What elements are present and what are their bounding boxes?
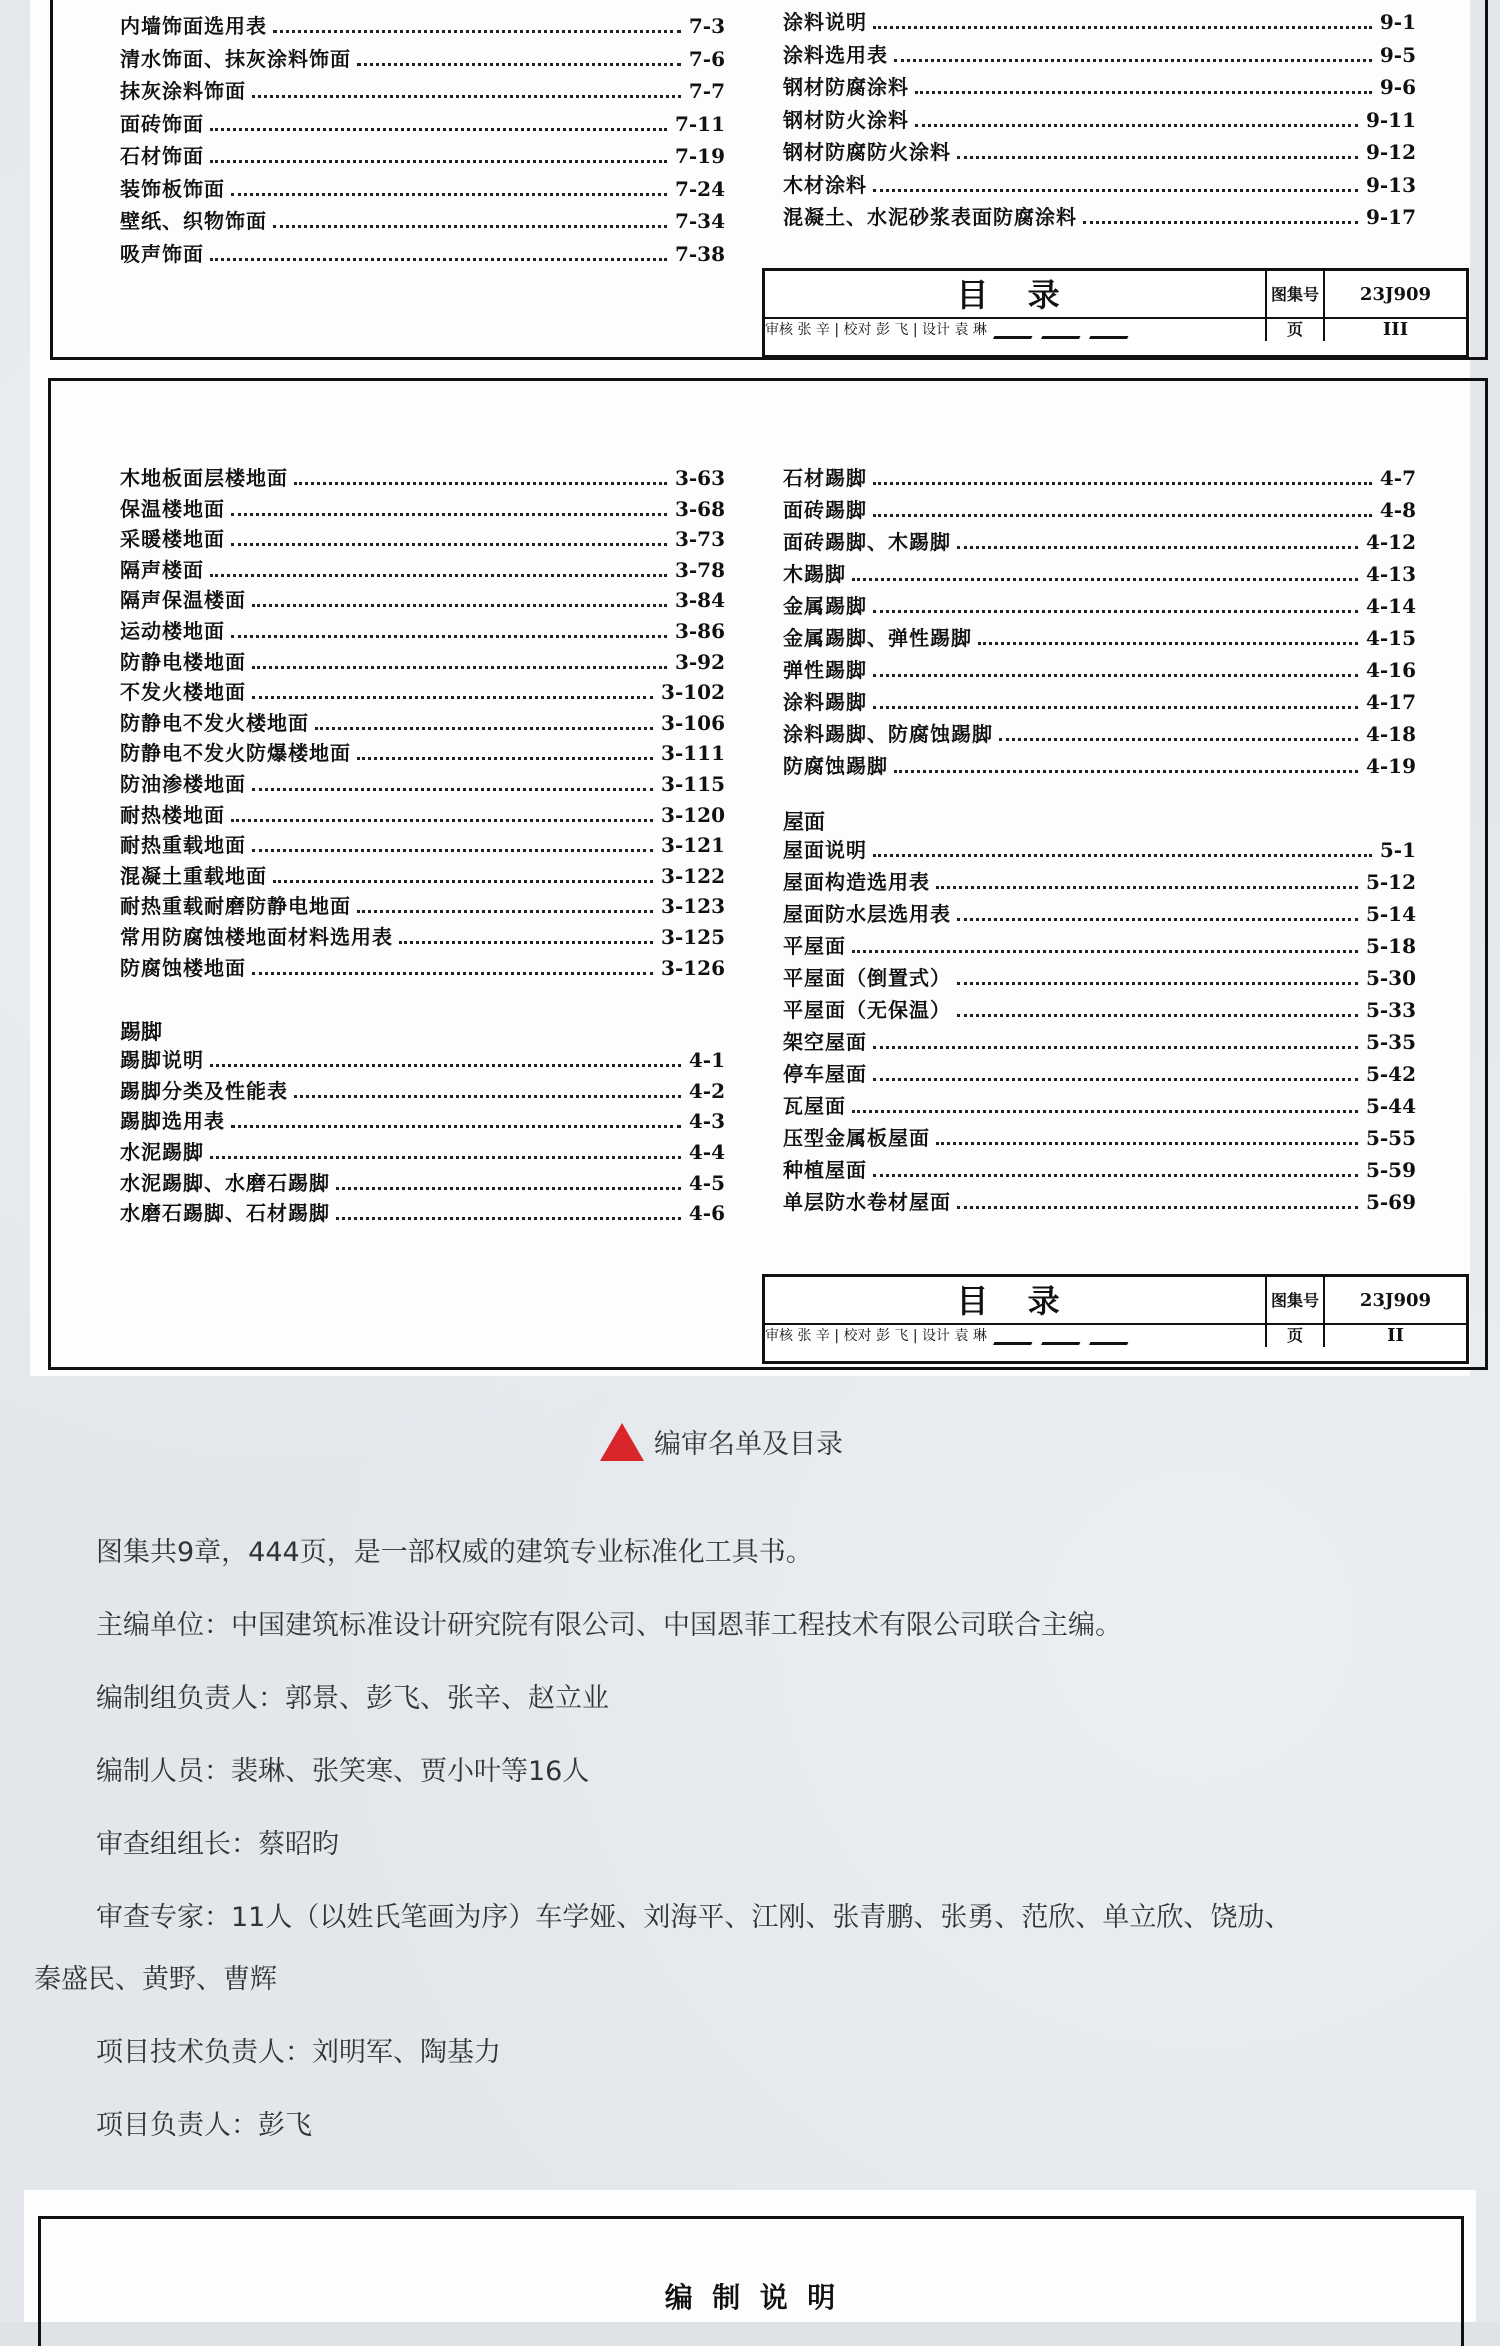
title-block — [762, 268, 1469, 358]
toc-entry-title: 水泥踢脚、水磨石踢脚 — [120, 1170, 330, 1195]
toc-entry-page: 9-1 — [1379, 10, 1416, 34]
toc-entry — [783, 8, 1416, 36]
toc-leader-dots — [231, 635, 667, 638]
toc-entry — [120, 1138, 725, 1166]
toc-leader-dots — [873, 610, 1358, 613]
toc-leader-dots — [336, 1187, 681, 1190]
toc-entry-page: 5-14 — [1365, 902, 1416, 926]
toc-entry-title: 面砖踢脚 — [783, 498, 867, 522]
toc-entry — [120, 525, 725, 553]
toc-entry — [783, 932, 1416, 960]
toc-entry — [120, 678, 725, 706]
info-line: 审查组组长：蔡昭昀 — [96, 1829, 339, 1860]
toc-entry-title: 踢脚说明 — [120, 1048, 204, 1073]
toc-leader-dots — [210, 1156, 681, 1159]
toc-entry — [783, 464, 1416, 492]
toc-entry-page: 5-42 — [1365, 1062, 1416, 1086]
signature-icon — [1089, 1328, 1135, 1345]
toc-entry — [120, 45, 725, 73]
toc-entry-page: 3-73 — [674, 527, 725, 552]
toc-entry-page: 4-1 — [688, 1048, 725, 1073]
toc-entry-page: 3-122 — [661, 863, 725, 888]
toc-entry-title: 装饰板饰面 — [120, 176, 225, 201]
toc-entry-page: 4-5 — [688, 1170, 725, 1195]
toc-leader-dots — [357, 63, 681, 66]
toc-leader-dots — [210, 1064, 681, 1067]
sheet-heading: 编 制 说 明 — [664, 2281, 836, 2314]
toc-entry-title: 常用防腐蚀楼地面材料选用表 — [120, 925, 393, 949]
toc-entry — [783, 496, 1416, 524]
toc-entry-title: 防静电不发火防爆楼地面 — [120, 741, 351, 766]
toc-entry — [783, 1188, 1416, 1216]
toc-entry-page: 4-4 — [688, 1140, 725, 1164]
toc-leader-dots — [936, 886, 1358, 889]
sign-row — [765, 1325, 1267, 1347]
toc-leader-dots — [1083, 221, 1358, 224]
sign-row-text: 审核 张 辛 | 校对 彭 飞 | 设计 袁 琳 — [765, 1328, 987, 1344]
page-number: III — [1382, 319, 1409, 340]
toc-section-heading: 踢脚 — [120, 1019, 162, 1045]
toc-entry — [783, 138, 1416, 166]
atlas-number: 23J909 — [1325, 271, 1466, 319]
toc-entry-page: 4-17 — [1365, 690, 1416, 714]
toc-entry-page: 3-106 — [661, 710, 725, 735]
info-line: 图集共9章，444页，是一部权威的建筑专业标准化工具书。 — [96, 1537, 813, 1568]
title-block-title: 目 录 — [765, 271, 1267, 319]
toc-leader-dots — [957, 918, 1358, 921]
signature-icon — [1041, 1328, 1087, 1345]
toc-entry-page: 7-6 — [688, 46, 725, 71]
toc-entry-title: 运动楼地面 — [120, 619, 225, 643]
toc-entry-title: 钢材防腐防火涂料 — [783, 140, 951, 164]
toc-entry-title: 架空屋面 — [783, 1030, 867, 1054]
toc-entry-page: 9-6 — [1379, 75, 1416, 99]
title-block-title: 目 录 — [765, 1277, 1267, 1325]
toc-entry-title: 木地板面层楼地面 — [120, 466, 288, 490]
toc-entry — [120, 1169, 725, 1197]
toc-entry — [120, 648, 725, 676]
toc-entry-title: 踢脚分类及性能表 — [120, 1078, 288, 1103]
toc-leader-dots — [294, 482, 667, 485]
toc-leader-dots — [231, 513, 667, 516]
toc-entry-page: 3-120 — [661, 802, 725, 827]
page-number: II — [1387, 1325, 1404, 1346]
atlas-label: 图集号 — [1267, 271, 1325, 319]
toc-sheet-ii — [30, 368, 1470, 1376]
toc-leader-dots — [936, 1142, 1358, 1145]
toc-entry-title: 平屋面 — [783, 934, 846, 958]
toc-entry-page: 7-38 — [674, 241, 725, 266]
signature-icon — [1041, 322, 1087, 339]
toc-section-heading: 屋面 — [783, 809, 825, 834]
toc-leader-dots — [273, 225, 667, 228]
toc-entry-page: 4-14 — [1365, 594, 1416, 618]
toc-leader-dots — [873, 674, 1358, 677]
toc-entry-page: 5-44 — [1365, 1094, 1416, 1118]
toc-leader-dots — [852, 950, 1358, 953]
toc-entry-title: 隔声楼面 — [120, 557, 204, 582]
toc-leader-dots — [273, 30, 681, 33]
info-line: 项目技术负责人：刘明军、陶基力 — [96, 2037, 501, 2068]
signature-icon — [1089, 322, 1135, 339]
toc-entry-title: 混凝土重载地面 — [120, 863, 267, 888]
toc-entry-title: 单层防水卷材屋面 — [783, 1190, 951, 1214]
toc-leader-dots — [399, 941, 653, 944]
toc-entry-page: 4-12 — [1365, 530, 1416, 554]
toc-entry — [783, 560, 1416, 588]
toc-entry-title: 内墙饰面选用表 — [120, 14, 267, 38]
toc-entry — [120, 739, 725, 767]
toc-leader-dots — [873, 482, 1372, 485]
toc-entry — [120, 207, 725, 235]
toc-entry-page: 5-59 — [1365, 1158, 1416, 1182]
toc-leader-dots — [873, 514, 1372, 517]
info-line: 编制人员：裴琳、张笑寒、贾小叶等16人 — [96, 1756, 590, 1787]
toc-entry — [120, 240, 725, 268]
toc-entry-title: 防静电不发火楼地面 — [120, 710, 309, 735]
toc-entry-title: 金属踢脚、弹性踢脚 — [783, 626, 972, 650]
toc-entry-title: 耐热重载地面 — [120, 833, 246, 858]
toc-sheet-iii — [30, 0, 1470, 370]
toc-entry-page: 4-13 — [1365, 562, 1416, 586]
toc-entry — [120, 77, 725, 105]
toc-entry-title: 抹灰涂料饰面 — [120, 79, 246, 103]
toc-entry-page: 4-3 — [688, 1109, 725, 1134]
info-line: 编制组负责人：郭景、彭飞、张辛、赵立业 — [96, 1683, 609, 1714]
preparation-notes-sheet — [24, 2190, 1476, 2322]
sign-row-text: 审核 张 辛 | 校对 彭 飞 | 设计 袁 琳 — [765, 322, 987, 338]
toc-leader-dots — [210, 574, 667, 577]
toc-entry-page: 3-92 — [674, 649, 725, 674]
toc-entry-page: 9-12 — [1365, 140, 1416, 164]
toc-leader-dots — [852, 578, 1358, 581]
toc-entry-page: 3-63 — [674, 466, 725, 490]
toc-entry-title: 吸声饰面 — [120, 241, 204, 266]
toc-entry — [783, 900, 1416, 928]
toc-entry-title: 隔声保温楼面 — [120, 588, 246, 613]
toc-leader-dots — [273, 880, 653, 883]
toc-leader-dots — [957, 1014, 1358, 1017]
toc-entry-page: 4-16 — [1365, 658, 1416, 682]
toc-entry — [120, 586, 725, 614]
toc-leader-dots — [357, 757, 653, 760]
toc-entry-title: 屋面防水层选用表 — [783, 902, 951, 926]
toc-entry-page: 9-17 — [1365, 205, 1416, 229]
toc-leader-dots — [894, 770, 1358, 773]
toc-entry-page: 7-3 — [688, 14, 725, 38]
toc-entry — [783, 624, 1416, 652]
toc-entry — [783, 1060, 1416, 1088]
toc-leader-dots — [873, 706, 1358, 709]
toc-leader-dots — [357, 910, 653, 913]
toc-entry-title: 清水饰面、抹灰涂料饰面 — [120, 46, 351, 71]
toc-entry-page: 5-69 — [1365, 1190, 1416, 1214]
toc-leader-dots — [252, 696, 653, 699]
toc-leader-dots — [894, 59, 1372, 62]
toc-entry-title: 木踢脚 — [783, 562, 846, 586]
toc-entry-title: 防腐蚀踢脚 — [783, 754, 888, 778]
toc-entry-title: 防腐蚀楼地面 — [120, 955, 246, 980]
signature-icon — [993, 1328, 1039, 1345]
toc-leader-dots — [957, 156, 1358, 159]
toc-entry — [120, 464, 725, 492]
toc-leader-dots — [231, 543, 667, 546]
toc-entry — [120, 1199, 725, 1227]
toc-entry-title: 踢脚选用表 — [120, 1109, 225, 1134]
toc-entry-page: 7-24 — [674, 176, 725, 201]
toc-entry — [120, 862, 725, 890]
info-heading-text: 编审名单及目录 — [654, 1429, 843, 1460]
toc-entry-page: 3-102 — [661, 680, 725, 705]
toc-entry-title: 石材踢脚 — [783, 466, 867, 490]
toc-entry-title: 涂料选用表 — [783, 42, 888, 67]
title-block — [762, 1274, 1469, 1364]
toc-leader-dots — [999, 738, 1358, 741]
toc-entry-title: 屋面说明 — [783, 838, 867, 862]
toc-entry-page: 5-30 — [1365, 966, 1416, 990]
toc-entry-title: 防静电楼地面 — [120, 649, 246, 674]
toc-entry — [783, 996, 1416, 1024]
toc-leader-dots — [915, 124, 1358, 127]
atlas-label: 图集号 — [1267, 1277, 1325, 1325]
toc-entry — [120, 801, 725, 829]
toc-entry-page: 3-68 — [674, 496, 725, 521]
toc-entry — [783, 836, 1416, 864]
info-line: 主编单位：中国建筑标准设计研究院有限公司、中国恩菲工程技术有限公司联合主编。 — [96, 1610, 1122, 1641]
toc-entry-page: 3-111 — [661, 741, 725, 766]
toc-leader-dots — [957, 1206, 1358, 1209]
toc-leader-dots — [252, 972, 653, 975]
toc-entry — [783, 1124, 1416, 1152]
toc-entry-page: 4-8 — [1379, 498, 1416, 522]
toc-leader-dots — [210, 258, 667, 261]
toc-entry — [120, 831, 725, 859]
toc-leader-dots — [873, 1174, 1358, 1177]
toc-leader-dots — [873, 26, 1372, 29]
toc-entry-title: 面砖踢脚、木踢脚 — [783, 530, 951, 554]
toc-leader-dots — [315, 727, 653, 730]
toc-entry-page: 5-12 — [1365, 870, 1416, 894]
toc-leader-dots — [873, 1046, 1358, 1049]
info-line: 审查专家：11人（以姓氏笔画为序）车学娅、刘海平、江刚、张青鹏、张勇、范欣、单立欣、饶劢、 — [96, 1902, 1292, 1933]
toc-entry-page: 4-15 — [1365, 626, 1416, 650]
toc-entry-page: 9-5 — [1379, 42, 1416, 67]
toc-entry-page: 9-13 — [1365, 172, 1416, 197]
toc-entry — [120, 1077, 725, 1105]
toc-leader-dots — [915, 91, 1372, 94]
page-label: 页 — [1267, 319, 1325, 341]
toc-entry-page: 3-84 — [674, 588, 725, 613]
toc-entry-title: 石材饰面 — [120, 144, 204, 168]
toc-entry-title: 壁纸、织物饰面 — [120, 209, 267, 233]
toc-entry — [783, 592, 1416, 620]
toc-entry-title: 钢材防火涂料 — [783, 107, 909, 132]
toc-entry-page: 5-35 — [1365, 1030, 1416, 1054]
toc-entry — [783, 1156, 1416, 1184]
toc-entry-page: 7-19 — [674, 144, 725, 168]
info-line: 秦盛民、黄野、曹辉 — [34, 1964, 277, 1995]
toc-entry-title: 压型金属板屋面 — [783, 1126, 930, 1150]
toc-entry — [120, 142, 725, 170]
info-heading — [600, 1422, 843, 1461]
toc-entry — [783, 203, 1416, 231]
toc-leader-dots — [231, 1125, 681, 1128]
toc-entry-page: 3-78 — [674, 557, 725, 582]
warning-triangle-icon — [600, 1423, 644, 1461]
toc-entry-page: 4-18 — [1365, 722, 1416, 746]
toc-entry-page: 3-121 — [661, 833, 725, 858]
toc-entry-page: 7-11 — [674, 111, 725, 136]
toc-entry — [783, 106, 1416, 134]
toc-entry — [783, 73, 1416, 101]
toc-entry-title: 瓦屋面 — [783, 1094, 846, 1118]
toc-entry-title: 水泥踢脚 — [120, 1140, 204, 1164]
toc-entry-page: 4-7 — [1379, 466, 1416, 490]
toc-entry-page: 5-33 — [1365, 998, 1416, 1022]
toc-entry-title: 金属踢脚 — [783, 594, 867, 618]
toc-leader-dots — [294, 1095, 681, 1098]
toc-right-column — [783, 464, 1416, 1314]
toc-entry-title: 停车屋面 — [783, 1062, 867, 1086]
toc-leader-dots — [231, 819, 653, 822]
toc-entry-page: 3-123 — [661, 894, 725, 919]
toc-entry-title: 平屋面（无保温） — [783, 998, 951, 1022]
toc-leader-dots — [873, 1078, 1358, 1081]
toc-entry-title: 涂料踢脚 — [783, 690, 867, 714]
toc-entry-page: 3-125 — [661, 925, 725, 949]
toc-entry-title: 涂料踢脚、防腐蚀踢脚 — [783, 722, 993, 746]
toc-entry — [783, 528, 1416, 556]
toc-entry-title: 涂料说明 — [783, 10, 867, 34]
page-label: 页 — [1267, 1325, 1325, 1347]
toc-leader-dots — [252, 95, 681, 98]
toc-entry — [120, 1107, 725, 1135]
atlas-number: 23J909 — [1325, 1277, 1466, 1325]
info-line: 项目负责人：彭飞 — [96, 2110, 312, 2141]
toc-entry-title: 混凝土、水泥砂浆表面防腐涂料 — [783, 205, 1077, 229]
toc-entry-title: 钢材防腐涂料 — [783, 75, 909, 99]
toc-entry — [120, 709, 725, 737]
toc-entry-page: 5-18 — [1365, 934, 1416, 958]
toc-entry-page: 7-7 — [688, 79, 725, 103]
toc-leader-dots — [252, 849, 653, 852]
toc-leader-dots — [873, 189, 1358, 192]
toc-entry — [120, 954, 725, 982]
toc-left-column — [120, 464, 725, 1314]
toc-leader-dots — [957, 982, 1358, 985]
toc-entry-title: 木材涂料 — [783, 172, 867, 197]
toc-entry-page: 3-115 — [661, 772, 725, 796]
toc-leader-dots — [252, 604, 667, 607]
toc-entry-page: 9-11 — [1365, 107, 1416, 132]
toc-entry — [783, 41, 1416, 69]
toc-entry-page: 3-126 — [661, 955, 725, 980]
toc-entry-title: 耐热楼地面 — [120, 802, 225, 827]
toc-entry — [783, 1028, 1416, 1056]
toc-entry — [783, 1092, 1416, 1120]
toc-entry-title: 保温楼地面 — [120, 496, 225, 521]
toc-entry-title: 种植屋面 — [783, 1158, 867, 1182]
toc-entry — [783, 964, 1416, 992]
toc-entry — [120, 770, 725, 798]
toc-entry — [120, 556, 725, 584]
toc-entry-title: 水磨石踢脚、石材踢脚 — [120, 1201, 330, 1226]
toc-leader-dots — [336, 1217, 681, 1220]
toc-leader-dots — [252, 666, 667, 669]
toc-entry — [120, 495, 725, 523]
toc-leader-dots — [978, 642, 1358, 645]
toc-entry — [120, 923, 725, 951]
toc-entry — [783, 868, 1416, 896]
toc-entry-title: 采暖楼地面 — [120, 527, 225, 552]
sign-row — [765, 319, 1267, 341]
toc-entry-title: 面砖饰面 — [120, 111, 204, 136]
toc-entry — [783, 720, 1416, 748]
toc-leader-dots — [210, 160, 667, 163]
toc-entry-title: 耐热重载耐磨防静电地面 — [120, 894, 351, 919]
toc-entry-page: 5-1 — [1379, 838, 1416, 862]
toc-entry-page: 5-55 — [1365, 1126, 1416, 1150]
toc-entry — [120, 892, 725, 920]
toc-entry — [120, 110, 725, 138]
toc-entry-title: 弹性踢脚 — [783, 658, 867, 682]
toc-entry-page: 4-19 — [1365, 754, 1416, 778]
toc-leader-dots — [957, 546, 1358, 549]
toc-entry-page: 4-2 — [688, 1078, 725, 1103]
toc-entry — [783, 656, 1416, 684]
toc-leader-dots — [252, 788, 653, 791]
toc-entry-page: 4-6 — [688, 1201, 725, 1226]
toc-entry-title: 屋面构造选用表 — [783, 870, 930, 894]
toc-leader-dots — [231, 193, 667, 196]
toc-entry — [120, 1046, 725, 1074]
signature-icon — [993, 322, 1039, 339]
toc-entry — [120, 175, 725, 203]
toc-leader-dots — [210, 128, 667, 131]
toc-entry — [120, 617, 725, 645]
toc-entry-title: 不发火楼地面 — [120, 680, 246, 705]
toc-entry — [783, 688, 1416, 716]
toc-entry-page: 3-86 — [674, 619, 725, 643]
toc-entry — [120, 12, 725, 40]
toc-leader-dots — [852, 1110, 1358, 1113]
toc-entry-page: 7-34 — [674, 209, 725, 233]
toc-entry — [783, 171, 1416, 199]
toc-leader-dots — [873, 854, 1372, 857]
toc-entry-title: 平屋面（倒置式） — [783, 966, 951, 990]
toc-entry-title: 防油渗楼地面 — [120, 772, 246, 796]
toc-entry — [783, 752, 1416, 780]
